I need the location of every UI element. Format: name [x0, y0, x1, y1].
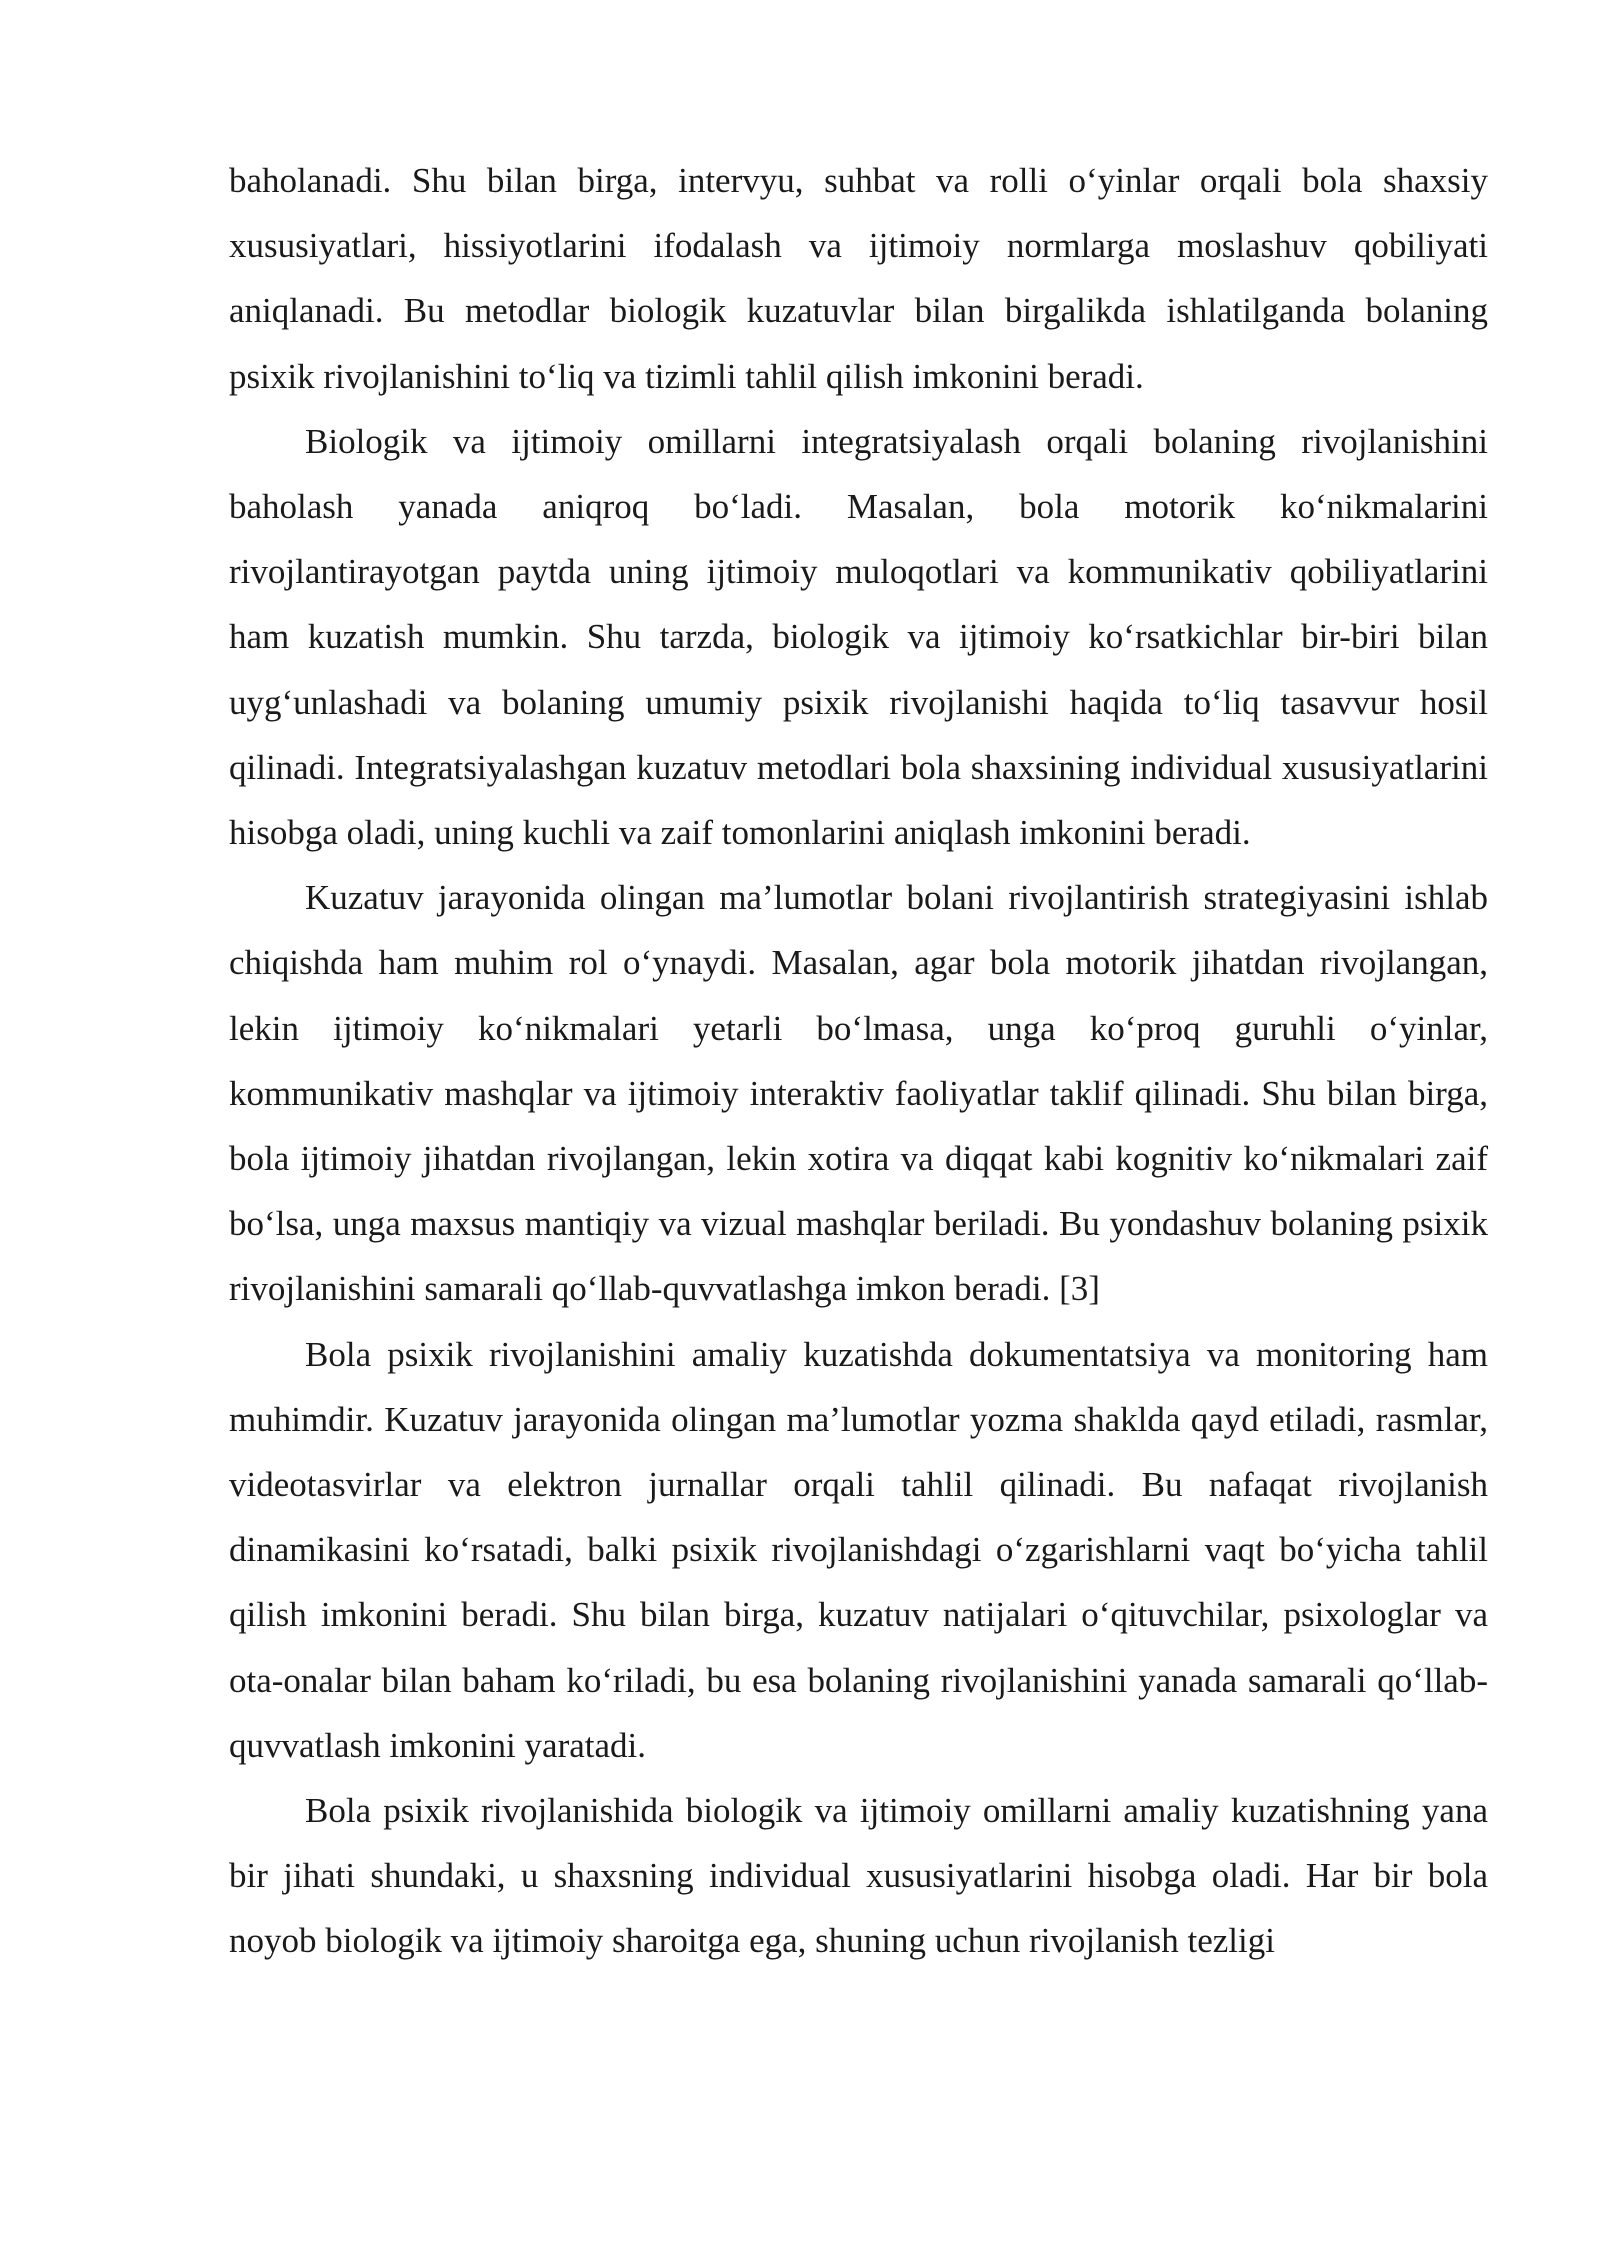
paragraph-3: Kuzatuv jarayonida olingan ma’lumotlar bolani rivojlantirish strategiyasini ishlab chiqishda ham muhim rol o‘ynaydi. Masalan, agar bola motorik jihatdan rivojlangan, lekin ijtimoiy ko‘nikmalari yetarli bo‘lmasa, unga ko‘proq guruhli o‘yinlar, kommunikativ mashqlar va ijtimoiy interaktiv faoliyatlar taklif qilinadi. Shu bilan birga, bola ijtimoiy jihatdan rivojlangan, lekin xotira va diqqat kabi kognitiv ko‘nikmalari zaif bo‘lsa, unga maxsus mantiqiy va vizual mashqlar beriladi. Bu yondashuv bolaning psixik rivojlanishini samarali qo‘llab-quvvatlashga imkon beradi. [3]: [229, 878, 1488, 1309]
paragraph-2: Biologik va ijtimoiy omillarni integratsiyalash orqali bolaning rivojlanishini baholash yanada aniqroq bo‘ladi. Masalan, bola motorik ko‘nikmalarini rivojlantirayotgan paytda uning ijtimoiy muloqotlari va kommunikativ qobiliyatlarini ham kuzatish mumkin. Shu tarzda, biologik va ijtimoiy ko‘rsatkichlar bir-biri bilan uyg‘unlashadi va bolaning umumiy psixik rivojlanishi haqida to‘liq tasavvur hosil qilinadi. Integratsiyalashgan kuzatuv metodlari bola shaxsining individual xususiyatlarini hisobga oladi, uning kuchli va zaif tomonlarini aniqlash imkonini beradi.: [229, 421, 1488, 853]
paragraph-1: baholanadi. Shu bilan birga, intervyu, suhbat va rolli o‘yinlar orqali bola shaxsiy xususiyatlari, hissiyotlarini ifodalash va ijtimoiy normlarga moslashuv qobiliyati aniqlanadi. Bu metodlar biologik kuzatuvlar bilan birgalikda ishlatilganda bolaning psixik rivojlanishini to‘liq va tizimli tahlil qilish imkonini beradi.: [229, 161, 1488, 396]
paragraph-4: Bola psixik rivojlanishini amaliy kuzatishda dokumentatsiya va monitoring ham muhimdir. Kuzatuv jarayonida olingan ma’lumotlar yozma shaklda qayd etiladi, rasmlar, videotasvirlar va elektron jurnallar orqali tahlil qilinadi. Bu nafaqat rivojlanish dinamikasini ko‘rsatadi, balki psixik rivojlanishdagi o‘zgarishlarni vaqt bo‘yicha tahlil qilish imkonini beradi. Shu bilan birga, kuzatuv natijalari o‘qituvchilar, psixologlar va ota-onalar bilan baham ko‘riladi, bu esa bolaning rivojlanishini yanada samarali qo‘llab-quvvatlash imkonini yaratadi.: [229, 1334, 1488, 1765]
paragraph-5: Bola psixik rivojlanishida biologik va ijtimoiy omillarni amaliy kuzatishning yana bir jihati shundaki, u shaxsning individual xususiyatlarini hisobga oladi. Har bir bola noyob biologik va ijtimoiy sharoitga ega, shuning uchun rivojlanish tezligi: [229, 1791, 1488, 1961]
body-text: [229, 148, 1488, 1974]
